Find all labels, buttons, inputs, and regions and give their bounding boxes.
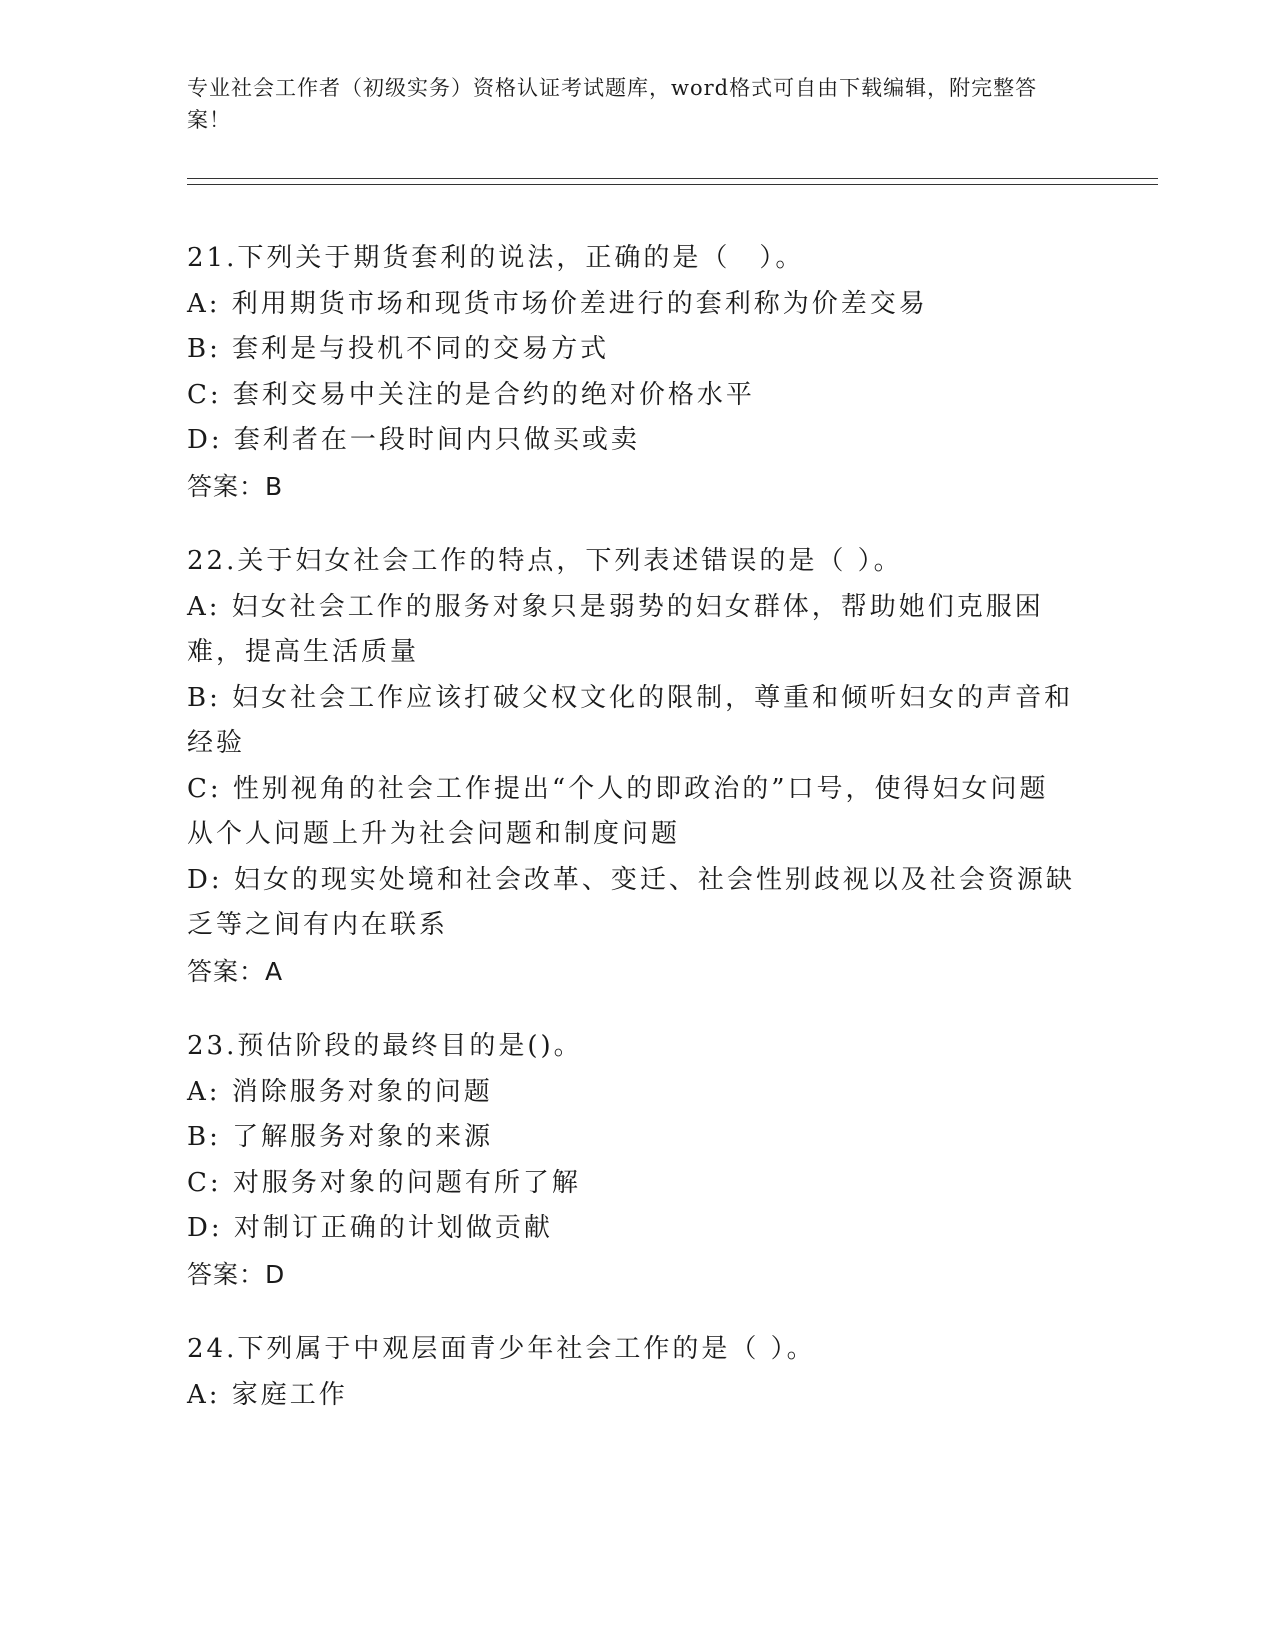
answer-key: 答案：A bbox=[187, 956, 284, 986]
option-a: A: 家庭工作 bbox=[187, 1379, 348, 1410]
option-d: D: 套利者在一段时间内只做买或卖 bbox=[187, 425, 640, 455]
option-d: D: 对制订正确的计划做贡献 bbox=[187, 1213, 553, 1243]
question-22 bbox=[187, 539, 1077, 994]
question-list bbox=[187, 236, 1077, 1448]
option-d: D: 妇女的现实处境和社会改革、变迁、社会性别歧视以及社会资源缺乏等之间有内在联系 bbox=[187, 864, 1075, 940]
question-stem: 22.关于妇女社会工作的特点，下列表述错误的是（ ）。 bbox=[187, 546, 903, 576]
answer-key: 答案：D bbox=[187, 1259, 286, 1289]
option-b: B: 妇女社会工作应该打破父权文化的限制，尊重和倾听妇女的声音和经验 bbox=[187, 682, 1074, 758]
question-21 bbox=[187, 236, 1077, 509]
option-c: C: 对服务对象的问题有所了解 bbox=[187, 1167, 581, 1198]
option-c: C: 套利交易中关注的是合约的绝对价格水平 bbox=[187, 379, 755, 410]
option-a: A: 利用期货市场和现货市场价差进行的套利称为价差交易 bbox=[187, 288, 928, 319]
answer-key: 答案：B bbox=[187, 471, 284, 501]
document-header: 专业社会工作者（初级实务）资格认证考试题库，word格式可自由下载编辑，附完整答案！ bbox=[187, 76, 1038, 132]
option-a: A: 消除服务对象的问题 bbox=[187, 1076, 493, 1107]
question-24 bbox=[187, 1327, 1077, 1418]
option-b: B: 套利是与投机不同的交易方式 bbox=[187, 334, 610, 364]
option-c: C: 性别视角的社会工作提出“个人的即政治的”口号，使得妇女问题从个人问题上升为社会问题和制度问题 bbox=[187, 773, 1049, 849]
question-23 bbox=[187, 1024, 1077, 1297]
question-stem: 23.预估阶段的最终目的是()。 bbox=[187, 1031, 583, 1061]
header-divider bbox=[187, 178, 1158, 185]
option-a: A: 妇女社会工作的服务对象只是弱势的妇女群体，帮助她们克服困难，提高生活质量 bbox=[187, 591, 1044, 667]
question-stem: 24.下列属于中观层面青少年社会工作的是（ ）。 bbox=[187, 1334, 816, 1364]
question-stem: 21.下列关于期货套利的说法，正确的是（ ）。 bbox=[187, 243, 805, 273]
option-b: B: 了解服务对象的来源 bbox=[187, 1122, 494, 1152]
